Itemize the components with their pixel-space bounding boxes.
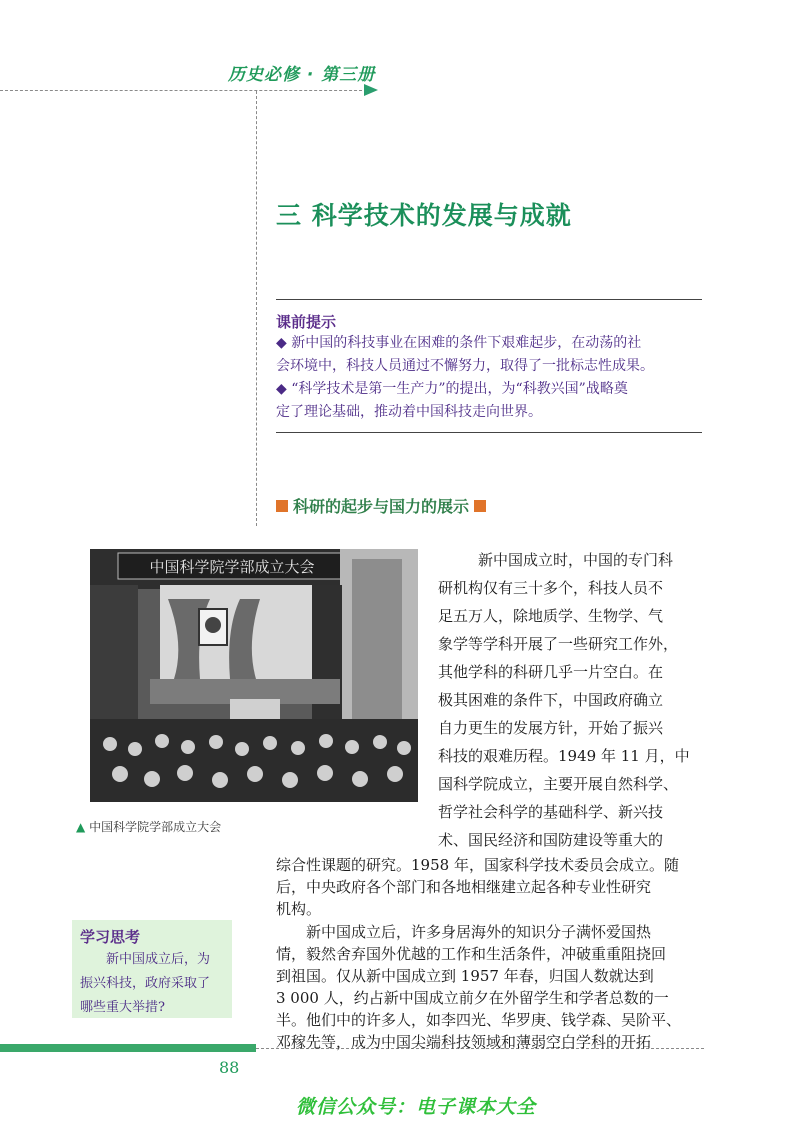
photo-caption-text: 中国科学院学部成立大会 bbox=[89, 820, 222, 834]
footer-bar bbox=[0, 1044, 256, 1052]
body-line: 邓稼先等，成为中国尖端科技领域和薄弱空白学科的开拓 bbox=[276, 1033, 652, 1051]
body-line: 其他学科的科研几乎一片空白。在 bbox=[438, 663, 664, 681]
tip-line: 会环境中，科技人员通过不懈努力，取得了一批标志性成果。 bbox=[276, 358, 654, 374]
section-heading-text: 科研的起步与国力的展示 bbox=[293, 497, 470, 516]
book-title: 历史必修 · 第三册 bbox=[228, 65, 376, 85]
study-line: 新中国成立后，为 bbox=[106, 952, 211, 967]
tips-title: 课前提示 bbox=[276, 313, 337, 331]
lesson-title: 三 科学技术的发展与成就 bbox=[276, 201, 572, 230]
body-line: 新中国成立后，许多身居海外的知识分子满怀爱国热 bbox=[306, 923, 652, 941]
body-line: 新中国成立时，中国的专门科 bbox=[478, 551, 674, 569]
square-bullet-icon bbox=[474, 500, 486, 512]
watermark: 微信公众号：电子课本大全 bbox=[296, 1096, 537, 1118]
body-line: 半。他们中的许多人，如李四光、华罗庚、钱学森、吴阶平、 bbox=[276, 1011, 682, 1029]
body-line: 自力更生的发展方针，开始了振兴 bbox=[438, 719, 664, 737]
body-line: 综合性课题的研究。1958 年，国家科学技术委员会成立。随 bbox=[276, 856, 679, 874]
study-line: 振兴科技，政府采取了 bbox=[80, 976, 211, 991]
tips-bottom-rule bbox=[276, 432, 702, 433]
body-line: 后，中央政府各个部门和各地相继建立起各种专业性研究 bbox=[276, 878, 652, 896]
body-line: 情，毅然舍弃国外优越的工作和生活条件，冲破重重阻挠回 bbox=[276, 945, 667, 963]
margin-divider bbox=[256, 91, 257, 526]
page-number: 88 bbox=[219, 1058, 240, 1077]
body-line: 术、国民经济和国防建设等重大的 bbox=[438, 831, 664, 849]
body-line: 象学等学科开展了一些研究工作外， bbox=[438, 635, 679, 653]
body-line: 研机构仅有三十多个，科技人员不 bbox=[438, 579, 664, 597]
body-line: 3 000 人，约占新中国成立前夕在外留学生和学者总数的一 bbox=[276, 989, 669, 1007]
historical-photo bbox=[90, 549, 418, 802]
body-line: 极其困难的条件下，中国政府确立 bbox=[438, 691, 664, 709]
square-bullet-icon bbox=[276, 500, 288, 512]
triangle-up-icon: ▲ bbox=[76, 820, 86, 834]
photo-illustration bbox=[90, 549, 418, 802]
body-line: 国科学院成立，主要开展自然科学、 bbox=[438, 775, 679, 793]
section-heading bbox=[276, 494, 486, 517]
photo-banner-text: 中国科学院学部成立大会 bbox=[149, 558, 315, 576]
photo-caption bbox=[76, 818, 221, 835]
study-title: 学习思考 bbox=[80, 928, 141, 946]
header-divider bbox=[0, 90, 372, 91]
tip-line: ◆ “科学技术是第一生产力”的提出，为“科教兴国”战略奠 bbox=[276, 381, 628, 397]
body-line: 科技的艰难历程。1949 年 11 月，中 bbox=[438, 747, 690, 765]
tip-line: ◆ 新中国的科技事业在困难的条件下艰难起步，在动荡的社 bbox=[276, 335, 642, 351]
body-line: 哲学社会科学的基础科学、新兴技 bbox=[438, 803, 664, 821]
arrow-right-icon bbox=[364, 84, 378, 96]
body-line: 机构。 bbox=[276, 900, 322, 918]
body-line: 到祖国。仅从新中国成立到 1957 年春，归国人数就达到 bbox=[276, 967, 654, 985]
study-line: 哪些重大举措? bbox=[80, 1000, 165, 1015]
tip-line: 定了理论基础，推动着中国科技走向世界。 bbox=[276, 404, 542, 420]
body-line: 足五万人，除地质学、生物学、气 bbox=[438, 607, 664, 625]
tips-top-rule bbox=[276, 299, 702, 300]
